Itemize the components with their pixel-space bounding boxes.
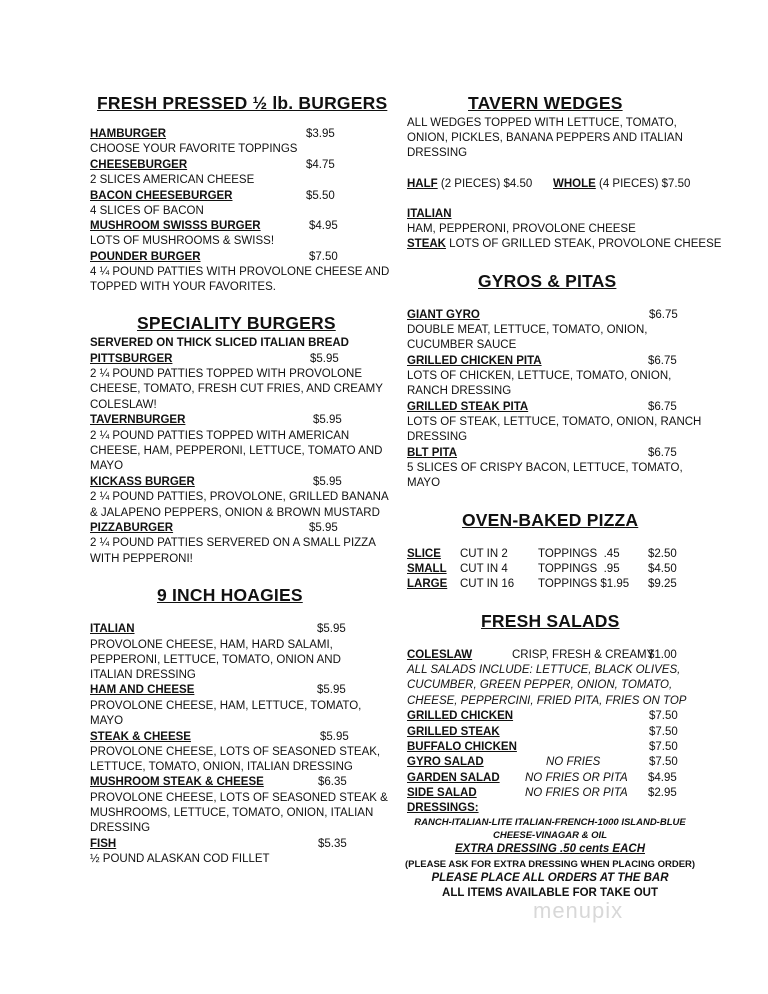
menu-item-name: GRILLED CHICKEN	[407, 710, 514, 722]
menu-item-desc: DOUBLE MEAT, LETTUCE, TOMATO, ONION,	[407, 324, 648, 336]
extra-dressing-instruction: (PLEASE ASK FOR EXTRA DRESSING WHEN PLACING ORDER)	[404, 859, 696, 870]
menu-item-desc: MAYO	[90, 715, 124, 727]
menu-item-desc: CHOOSE YOUR FAVORITE TOPPINGS	[90, 143, 298, 155]
coleslaw-name: COLESLAW	[407, 649, 473, 661]
menu-item-name: GRILLED STEAK PITA	[407, 401, 529, 413]
extra-dressing-note: EXTRA DRESSING .50 cents EACH	[454, 843, 645, 855]
menu-item-desc: & JALAPENO PEPPERS, ONION & BROWN MUSTARD	[90, 507, 380, 519]
menu-item-desc: LOTS OF CHICKEN, LETTUCE, TOMATO, ONION,	[407, 370, 672, 382]
menu-item-desc: 2 ¼ POUND PATTIES TOPPED WITH AMERICAN	[90, 430, 350, 442]
wedges-title: TAVERN WEDGES	[468, 93, 623, 113]
menu-item-note: NO FRIES OR PITA	[525, 772, 628, 784]
menu-item-price: $2.95	[648, 787, 677, 799]
order-note: PLEASE PLACE ALL ORDERS AT THE BAR	[431, 872, 669, 884]
menu-item-desc: PEPPERONI, LETTUCE, TOMATO, ONION AND	[90, 654, 341, 666]
pizza-cut: CUT IN 2	[460, 548, 508, 560]
menu-item-price: $7.50	[649, 710, 678, 722]
menu-item-desc: 5 SLICES OF CRISPY BACON, LETTUCE, TOMATO,	[407, 462, 683, 474]
wedges-steak: STEAK LOTS OF GRILLED STEAK, PROVOLONE CHEESE	[407, 238, 722, 250]
dressings-label: DRESSINGS:	[407, 802, 479, 814]
menu-item-name: GRILLED STEAK	[407, 726, 500, 738]
specialty-title: SPECIALITY BURGERS	[137, 313, 336, 333]
menu-item-desc: 4 ¼ POUND PATTIES WITH PROVOLONE CHEESE AND	[90, 266, 390, 278]
wedges-intro: DRESSING	[407, 147, 468, 159]
pizza-toppings: TOPPINGS $1.95	[538, 578, 630, 590]
menu-item-price: $6.75	[648, 401, 677, 413]
salads-title: FRESH SALADS	[481, 611, 620, 631]
coleslaw-price: $1.00	[648, 649, 677, 661]
menu-item-price: $7.50	[649, 741, 678, 753]
menu-item-price: $6.75	[649, 309, 678, 321]
menu-item-name: MUSHROOM STEAK & CHEESE	[90, 776, 264, 788]
menu-item-desc: PROVOLONE CHEESE, HAM, LETTUCE, TOMATO,	[90, 700, 362, 712]
salads-include-note: ALL SALADS INCLUDE: LETTUCE, BLACK OLIVES,	[407, 664, 681, 676]
menu-item-price: $7.50	[649, 756, 678, 768]
menu-item-desc: 2 ¼ POUND PATTIES SERVERED ON A SMALL PIZZA	[90, 537, 376, 549]
menu-item-price: $4.95	[648, 772, 677, 784]
menu-item-desc: ½ POUND ALASKAN COD FILLET	[90, 853, 270, 865]
gyros-title: GYROS & PITAS	[478, 271, 617, 291]
menu-item-desc: ITALIAN DRESSING	[90, 669, 196, 681]
menu-item-price: $5.35	[318, 838, 347, 850]
pizza-title: OVEN-BAKED PIZZA	[462, 510, 639, 530]
menu-item-name: HAMBURGER	[90, 128, 167, 140]
menu-item-name: PITTSBURGER	[90, 353, 173, 365]
pizza-cut: CUT IN 4	[460, 563, 508, 575]
menu-item-price: $5.95	[313, 476, 342, 488]
menu-item-desc: DRESSING	[407, 431, 468, 443]
menu-item-desc: COLESLAW!	[90, 399, 157, 411]
dressings-list: RANCH-ITALIAN-LITE ITALIAN-FRENCH-1000 ISLAND-BLUE	[414, 817, 686, 828]
menu-item-name: TAVERNBURGER	[90, 414, 186, 426]
menu-item-price: $5.95	[313, 414, 342, 426]
menu-item-name: GARDEN SALAD	[407, 772, 500, 784]
menu-item-name: STEAK & CHEESE	[90, 731, 191, 743]
menu-item-price: $6.75	[648, 355, 677, 367]
menu-item-desc: LOTS OF MUSHROOMS & SWISS!	[90, 235, 275, 247]
pizza-price: $9.25	[648, 578, 677, 590]
pizza-cut: CUT IN 16	[460, 578, 515, 590]
dressings-list: CHEESE-VINAGAR & OIL	[492, 830, 607, 841]
menu-item-price: $4.95	[309, 220, 338, 232]
pizza-toppings: TOPPINGS .95	[538, 563, 620, 575]
specialty-subtitle: SERVERED ON THICK SLICED ITALIAN BREAD	[90, 337, 349, 349]
menu-item-desc: MAYO	[90, 460, 124, 472]
menu-item-name: GYRO SALAD	[407, 756, 484, 768]
wedges-italian-desc: HAM, PEPPERONI, PROVOLONE CHEESE	[407, 223, 636, 235]
menu-item-name: FISH	[90, 838, 117, 850]
menu-item-note: NO FRIES OR PITA	[525, 787, 628, 799]
hoagies-title: 9 INCH HOAGIES	[157, 585, 303, 605]
menu-item-desc: WITH PEPPERONI!	[90, 553, 193, 565]
wedges-half: HALF (2 PIECES) $4.50	[407, 178, 533, 190]
menu-item-desc: LOTS OF STEAK, LETTUCE, TOMATO, ONION, RANCH	[407, 416, 702, 428]
menu-item-price: $5.95	[317, 623, 346, 635]
pizza-size: SLICE	[407, 548, 441, 560]
menu-item-price: $5.95	[317, 684, 346, 696]
menu-item-desc: LETTUCE, TOMATO, ONION, ITALIAN DRESSING	[90, 761, 353, 773]
pizza-size: LARGE	[407, 578, 448, 590]
menu-item-name: HAM AND CHEESE	[90, 684, 195, 696]
menu-item-desc: CHEESE, HAM, PEPPERONI, LETTUCE, TOMATO AND	[90, 445, 383, 457]
menu-item-name: BUFFALO CHICKEN	[407, 741, 517, 753]
menu-item-desc: 4 SLICES OF BACON	[90, 205, 204, 217]
takeout-note: ALL ITEMS AVAILABLE FOR TAKE OUT	[442, 887, 658, 899]
menu-item-name: GIANT GYRO	[407, 309, 480, 321]
pizza-toppings: TOPPINGS .45	[538, 548, 620, 560]
menu-item-desc: PROVOLONE CHEESE, HAM, HARD SALAMI,	[90, 639, 333, 651]
pizza-price: $2.50	[648, 548, 677, 560]
salads-include-note: CUCUMBER, GREEN PEPPER, ONION, TOMATO,	[407, 679, 673, 691]
menu-item-price: $5.95	[309, 522, 338, 534]
menu-item-desc: CHEESE, TOMATO, FRESH CUT FRIES, AND CREAMY	[90, 383, 383, 395]
menu-item-name: MUSHROOM SWISSS BURGER	[90, 220, 261, 232]
menu-item-price: $5.95	[320, 731, 349, 743]
menu-item-desc: 2 ¼ POUND PATTIES TOPPED WITH PROVOLONE	[90, 368, 363, 380]
menu-item-name: SIDE SALAD	[407, 787, 477, 799]
pizza-size: SMALL	[407, 563, 447, 575]
menu-item-desc: RANCH DRESSING	[407, 385, 512, 397]
wedges-intro: ALL WEDGES TOPPED WITH LETTUCE, TOMATO,	[407, 117, 677, 129]
menu-item-note: NO FRIES	[546, 756, 601, 768]
menu-item-price: $6.75	[648, 447, 677, 459]
burgers-title: FRESH PRESSED ½ lb. BURGERS	[97, 93, 388, 113]
salads-include-note: CHEESE, PEPPERCINI, FRIED PITA, FRIES ON TOP	[407, 695, 687, 707]
menu-item-name: GRILLED CHICKEN PITA	[407, 355, 542, 367]
menu-item-desc: PROVOLONE CHEESE, LOTS OF SEASONED STEAK &	[90, 792, 388, 804]
menu-item-name: ITALIAN	[90, 623, 135, 635]
menu-item-desc: TOPPED WITH YOUR FAVORITES.	[90, 281, 276, 293]
menu-item-price: $6.35	[318, 776, 347, 788]
menu-item-name: KICKASS BURGER	[90, 476, 195, 488]
menu-item-price: $3.95	[306, 128, 335, 140]
menu-item-desc: PROVOLONE CHEESE, LOTS OF SEASONED STEAK,	[90, 746, 381, 758]
menu-item-name: BLT PITA	[407, 447, 458, 459]
menu-item-name: PIZZABURGER	[90, 522, 174, 534]
menu-item-name: BACON CHEESEBURGER	[90, 190, 233, 202]
menu-item-name: CHEESEBURGER	[90, 159, 188, 171]
menu-item-price: $5.50	[306, 190, 335, 202]
coleslaw-desc: CRISP, FRESH & CREAMY	[512, 649, 655, 661]
menu-item-price: $5.95	[310, 353, 339, 365]
menu-item-desc: DRESSING	[90, 822, 151, 834]
menu-item-price: $4.75	[306, 159, 335, 171]
wedges-intro: ONION, PICKLES, BANANA PEPPERS AND ITALIAN	[407, 132, 683, 144]
watermark: menupix	[533, 898, 624, 923]
menu-item-name: POUNDER BURGER	[90, 251, 201, 263]
menu-item-price: $7.50	[649, 726, 678, 738]
menu-item-desc: CUCUMBER SAUCE	[407, 339, 517, 351]
wedges-italian-label: ITALIAN	[407, 208, 452, 220]
pizza-price: $4.50	[648, 563, 677, 575]
wedges-whole: WHOLE (4 PIECES) $7.50	[553, 178, 691, 190]
menu-item-desc: MAYO	[407, 477, 441, 489]
menu-item-desc: 2 SLICES AMERICAN CHEESE	[90, 174, 255, 186]
menu-item-desc: MUSHROOMS, LETTUCE, TOMATO, ONION, ITALIAN	[90, 807, 374, 819]
menu-item-price: $7.50	[309, 251, 338, 263]
menu-item-desc: 2 ¼ POUND PATTIES, PROVOLONE, GRILLED BANANA	[90, 491, 389, 503]
